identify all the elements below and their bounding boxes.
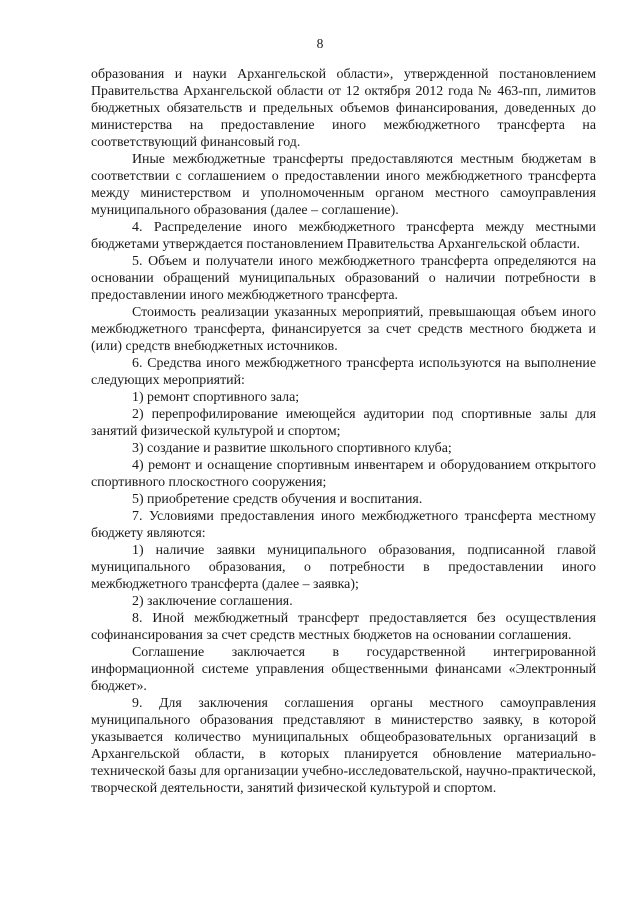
paragraph-continuation: образования и науки Архангельской области», утвержденной постановлением Правительства Архангельской области от 12 октября 2012 года № 463-пп, лимитов бюджетных обязательств и предельных объемов финансирования, доведенных до министерства на предоставление иного межбюджетного трансферта на соответствующий финансовый год. (91, 67, 596, 150)
paragraph-item-9: 9. Для заключения соглашения органы местного самоуправления муниципального образования представляют в министерство заявку, в которой указывается количество муниципальных общеобразовательных организаций в Архангельской области, в которых планируется обновление материально-технической базы для организации учебно-исследовательской, научно-практической, творческой деятельности, занятий физической культурой и спортом. (91, 696, 596, 796)
list-item: 3) создание и развитие школьного спортивного клуба; (132, 441, 452, 456)
page-number: 8 (316, 36, 324, 51)
paragraph-item-7: 7. Условиями предоставления иного межбюджетного трансферта местному бюджету являются: (91, 509, 596, 541)
paragraph-cost: Стоимость реализации указанных мероприятий, превышающая объем иного межбюджетного трансферта, финансируется за счет средств местного бюджета и (или) средств внебюджетных источников. (91, 305, 596, 354)
paragraph-item-5: 5. Объем и получатели иного межбюджетного трансферта определяются на основании обращений муниципальных образований о наличии потребности в предоставлении иного межбюджетного трансферта. (91, 254, 596, 303)
paragraph-item-6: 6. Средства иного межбюджетного трансферта используются на выполнение следующих мероприятий: (91, 356, 596, 388)
paragraph-agreement-system: Соглашение заключается в государственной интегрированной информационной системе управления общественными финансами «Электронный бюджет». (91, 645, 596, 694)
list-item: 2) перепрофилирование имеющейся аудитории под спортивные залы для занятий физической культурой и спортом; (91, 407, 596, 439)
list-item: 4) ремонт и оснащение спортивным инвентарем и оборудованием открытого спортивного плоскостного сооружения; (91, 458, 596, 490)
paragraph-item-8: 8. Иной межбюджетный трансферт предоставляется без осуществления софинансирования за счет средств местных бюджетов на основании соглашения. (91, 611, 596, 643)
paragraph-transfers-provision: Иные межбюджетные трансферты предоставляются местным бюджетам в соответствии с соглашением о предоставлении иного межбюджетного трансферта между министерством и уполномоченным органом местного самоуправления муниципального образования (далее – соглашение). (91, 152, 596, 218)
paragraph-item-4: 4. Распределение иного межбюджетного трансферта между местными бюджетами утверждается постановлением Правительства Архангельской области. (91, 220, 596, 252)
document-body (91, 66, 596, 797)
list-item: 1) наличие заявки муниципального образования, подписанной главой муниципального образования, о потребности в предоставлении иного межбюджетного трансферта (далее – заявка); (91, 543, 596, 592)
list-item: 5) приобретение средств обучения и воспитания. (132, 492, 423, 507)
list-item: 2) заключение соглашения. (132, 594, 293, 609)
list-item: 1) ремонт спортивного зала; (132, 390, 300, 405)
